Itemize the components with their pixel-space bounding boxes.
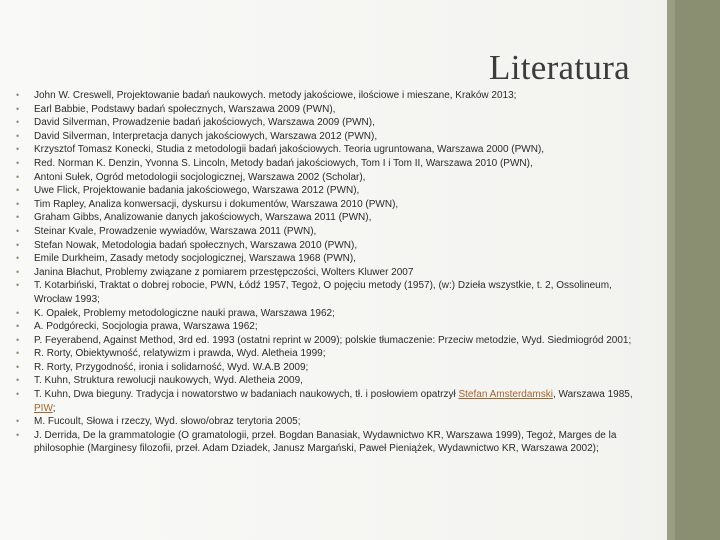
reference-item [16, 89, 636, 103]
reference-item [16, 429, 636, 456]
reference-text: Red. Norman K. Denzin, Yvonna S. Lincoln, Metody badań jakościowych, Tom I i Tom II, Warszawa 2010 (PWN), [34, 157, 533, 169]
reference-item [16, 361, 636, 375]
reference-item [16, 239, 636, 253]
reference-text: M. Fucoult, Słowa i rzeczy, Wyd. słowo/obraz terytoria 2005; [34, 416, 301, 428]
reference-item [16, 388, 636, 415]
publisher-link[interactable]: PIW [34, 402, 53, 414]
decorative-side-bar [667, 0, 720, 540]
reference-text: J. Derrida, De la grammatologie (O gramatologii, przeł. Bogdan Banasiak, Wydawnictwo KR, Warszawa 1999), Tegoż, Marges de la philosophie (Marginesy filozofii, przeł. Adam Dziadek, Janusz Margański, Paweł Pieniążek, Wydawnictwo KR, Warszawa 2002); [34, 429, 617, 455]
bullet-icon: • [16, 334, 20, 345]
bullet-icon: • [16, 103, 20, 114]
bullet-icon: • [16, 144, 20, 155]
reference-text: Krzysztof Tomasz Konecki, Studia z metodologii badań jakościowych. Teoria ugruntowana, Warszawa 2000 (PWN), [34, 144, 545, 156]
reference-text: David Silverman, Prowadzenie badań jakościowych, Warszawa 2009 (PWN), [34, 117, 375, 129]
bullet-icon: • [16, 361, 20, 372]
reference-item [16, 143, 636, 157]
reference-text: Janina Błachut, Problemy związane z pomiarem przestępczości, Wolters Kluwer 2007 [34, 266, 414, 278]
bullet-icon: • [16, 239, 20, 250]
reference-item [16, 198, 636, 212]
reference-item [16, 171, 636, 185]
bullet-icon: • [16, 429, 20, 440]
bullet-icon: • [16, 225, 20, 236]
reference-text: Steinar Kvale, Prowadzenie wywiadów, Warszawa 2011 (PWN), [34, 225, 317, 237]
reference-item [16, 116, 636, 130]
reference-item [16, 334, 636, 348]
reference-text-part: , Warszawa 1985, [552, 389, 633, 401]
reference-text-part: T. Kuhn, Dwa bieguny. Tradycja i nowatorstwo w badaniach naukowych, tł. i posłowiem opatrzył [34, 389, 459, 401]
bullet-icon: • [16, 321, 20, 332]
reference-item [16, 374, 636, 388]
reference-text: David Silverman, Interpretacja danych jakościowych, Warszawa 2012 (PWN), [34, 130, 378, 142]
bullet-icon: • [16, 117, 20, 128]
reference-item [16, 184, 636, 198]
bullet-icon: • [16, 212, 20, 223]
bullet-icon: • [16, 198, 20, 209]
bullet-icon: • [16, 280, 20, 291]
reference-text: A. Podgórecki, Socjologia prawa, Warszawa 1962; [34, 321, 258, 333]
reference-item [16, 130, 636, 144]
reference-item [16, 307, 636, 321]
reference-item [16, 211, 636, 225]
reference-text: Emile Durkheim, Zasady metody socjologicznej, Warszawa 1968 (PWN), [34, 253, 356, 265]
reference-item [16, 347, 636, 361]
bullet-icon: • [16, 185, 20, 196]
bullet-icon: • [16, 389, 20, 400]
reference-text: Uwe Flick, Projektowanie badania jakościowego, Warszawa 2012 (PWN), [34, 185, 360, 197]
reference-text: K. Opałek, Problemy metodologiczne nauki prawa, Warszawa 1962; [34, 307, 335, 319]
reference-text: T. Kuhn, Struktura rewolucji naukowych, Wyd. Aletheia 2009, [34, 375, 303, 387]
bullet-icon: • [16, 416, 20, 427]
reference-text-part: ; [52, 402, 56, 414]
reference-item [16, 320, 636, 334]
author-link[interactable]: Stefan Amsterdamski [458, 389, 553, 401]
reference-text: T. Kotarbiński, Traktat o dobrej robocie, PWN, Łódź 1957, Tegoż, O pojęciu metody (1957), (w:) Dzieła wszystkie, t. 2, Ossolineum, Wrocław 1993; [34, 280, 612, 305]
reference-text: R. Rorty, Przygodność, ironia i solidarność, Wyd. W.A.B 2009; [34, 361, 309, 373]
reference-item [16, 225, 636, 239]
reference-item [16, 266, 636, 280]
reference-text: Graham Gibbs, Analizowanie danych jakościowych, Warszawa 2011 (PWN), [34, 212, 372, 224]
bullet-icon: • [16, 157, 20, 168]
bullet-icon: • [16, 90, 20, 100]
bullet-icon: • [16, 266, 20, 277]
reference-text: Tim Rapley, Analiza konwersacji, dyskursu i dokumentów, Warszawa 2010 (PWN), [34, 198, 399, 210]
bullet-icon: • [16, 130, 20, 141]
reference-text: Antoni Sułek, Ogród metodologii socjologicznej, Warszawa 2002 (Scholar), [34, 171, 366, 183]
bullet-icon: • [16, 171, 20, 182]
reference-item [16, 252, 636, 266]
reference-item [16, 103, 636, 117]
reference-list [16, 89, 636, 456]
reference-text: P. Feyerabend, Against Method, 3rd ed. 1993 (ostatni reprint w 2009); polskie tłumaczenie: Przeciw metodzie, Wyd. Siedmiogród 2001; [34, 334, 632, 346]
reference-text [34, 389, 633, 414]
reference-item [16, 279, 636, 306]
reference-text: R. Rorty, Obiektywność, relatywizm i prawda, Wyd. Aletheia 1999; [34, 348, 326, 360]
reference-text: Stefan Nowak, Metodologia badań społecznych, Warszawa 2010 (PWN), [34, 239, 358, 251]
bullet-icon: • [16, 307, 20, 318]
side-bar-stripe [667, 0, 675, 540]
reference-text: John W. Creswell, Projektowanie badań naukowych. metody jakościowe, ilościowe i mieszane, Kraków 2013; [34, 90, 517, 101]
bullet-icon: • [16, 348, 20, 359]
slide-title: Literatura [489, 48, 630, 87]
reference-item [16, 157, 636, 171]
bullet-icon: • [16, 253, 20, 264]
reference-item [16, 415, 636, 429]
bullet-icon: • [16, 375, 20, 386]
reference-text: Earl Babbie, Podstawy badań społecznych, Warszawa 2009 (PWN), [34, 103, 336, 115]
